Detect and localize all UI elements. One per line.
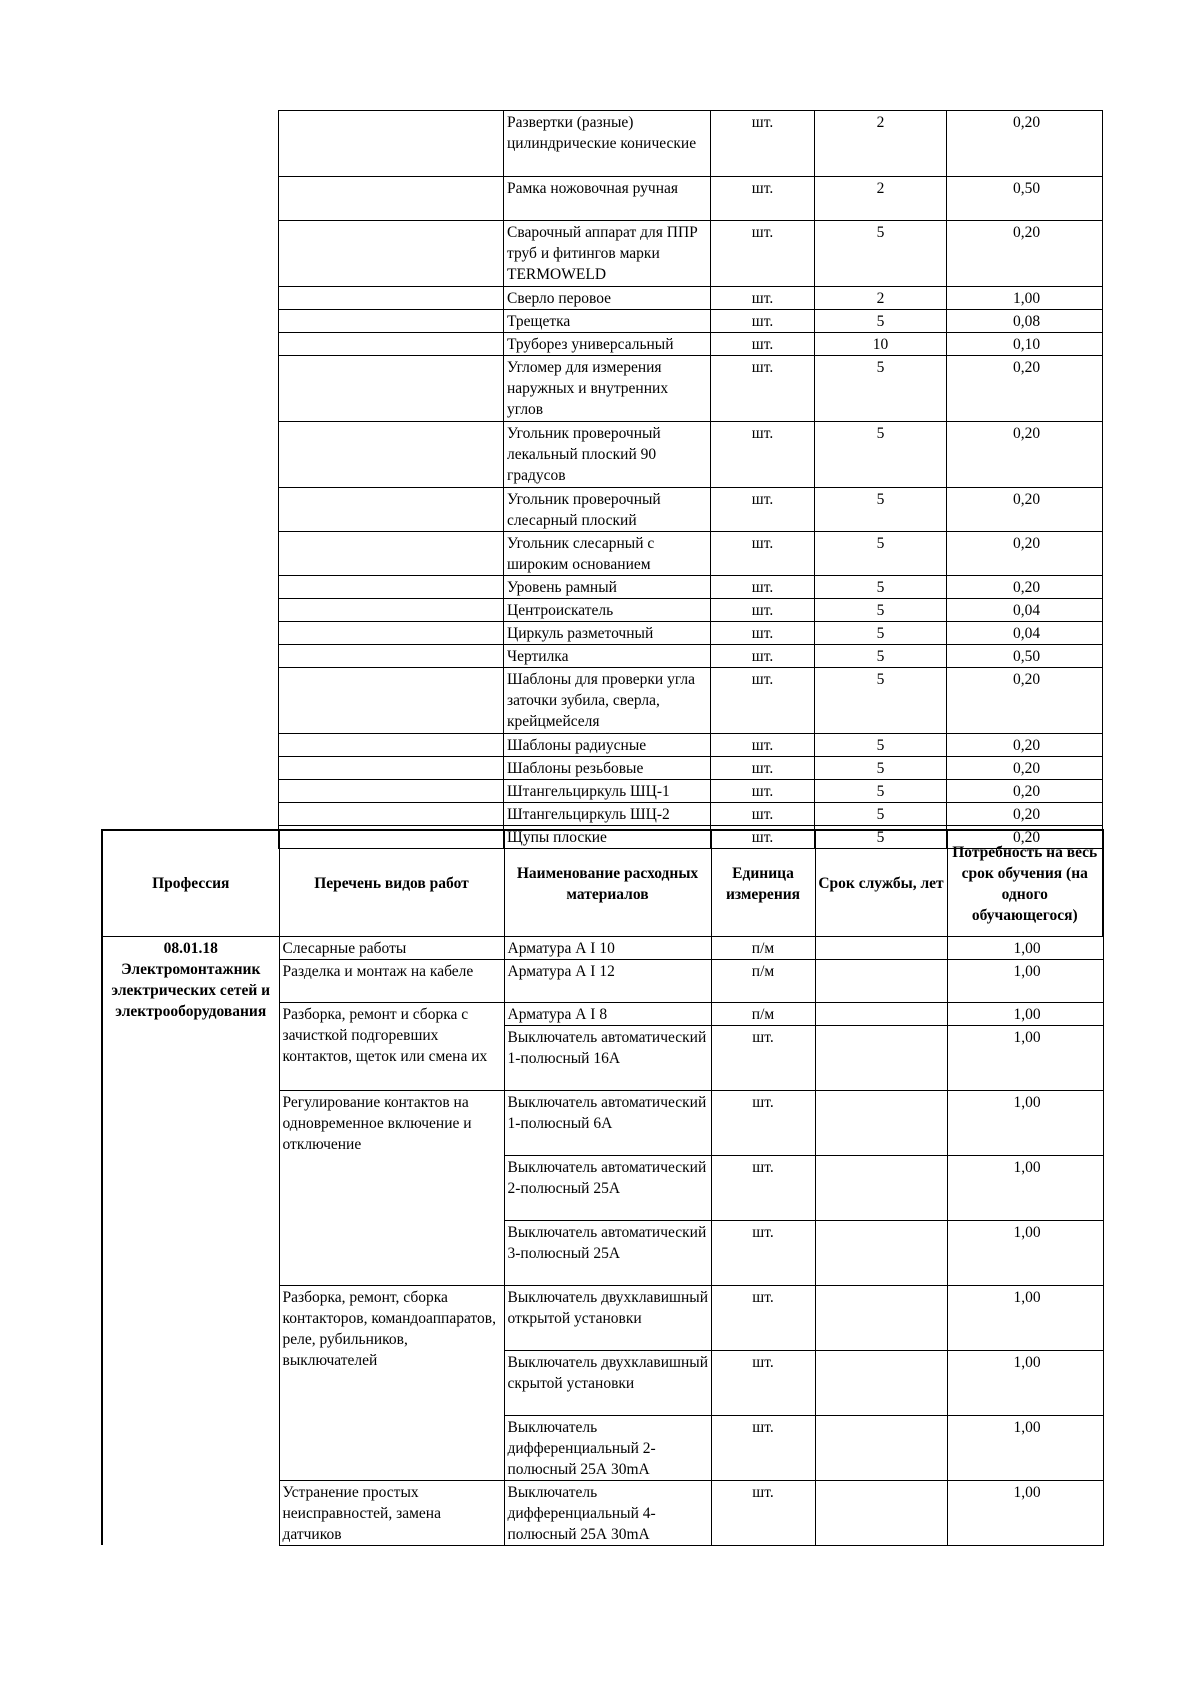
- material-need: 1,00: [947, 1415, 1103, 1480]
- profession-name: Электромонтажник электрических сетей и электрооборудования: [111, 960, 271, 1020]
- table-row: [279, 287, 1103, 310]
- material-life: [815, 1285, 947, 1350]
- tool-need: 0,50: [947, 177, 1103, 221]
- works-cell: [279, 780, 504, 803]
- works-cell: [279, 422, 504, 488]
- header-profession: Профессия: [102, 830, 279, 936]
- tool-unit: шт.: [711, 422, 815, 488]
- materials-header-row: [102, 830, 1103, 936]
- material-need: 1,00: [947, 936, 1103, 959]
- tool-name: Штангельциркуль ШЦ-1: [504, 780, 711, 803]
- tool-unit: шт.: [711, 757, 815, 780]
- tool-name: Штангельциркуль ШЦ-2: [504, 803, 711, 826]
- table-row: [279, 111, 1103, 177]
- works-cell: [279, 310, 504, 333]
- tool-name: Труборез универсальный: [504, 333, 711, 356]
- work-item: Регулирование контактов на одновременное включение и отключение: [279, 1090, 504, 1285]
- tool-need: 0,20: [947, 780, 1103, 803]
- table-row: [279, 780, 1103, 803]
- tool-life: 5: [815, 826, 947, 849]
- tool-name: Шаблоны радиусные: [504, 734, 711, 757]
- table-row: [279, 310, 1103, 333]
- work-item: Разборка, ремонт, сборка контакторов, командоаппаратов, реле, рубильников, выключателей: [279, 1285, 504, 1480]
- tool-life: 2: [815, 177, 947, 221]
- tool-need: 0,20: [947, 111, 1103, 177]
- material-unit: п/м: [711, 959, 815, 1002]
- tool-life: 5: [815, 757, 947, 780]
- tool-name: Угольник проверочный слесарный плоский: [504, 488, 711, 532]
- materials-table: [101, 829, 1104, 1546]
- table-row: [279, 734, 1103, 757]
- tool-life: 5: [815, 645, 947, 668]
- material-unit: шт.: [711, 1220, 815, 1285]
- material-unit: п/м: [711, 1002, 815, 1025]
- material-name: Выключатель автоматический 1-полюсный 6А: [504, 1090, 711, 1155]
- material-need: 1,00: [947, 1285, 1103, 1350]
- works-cell: [279, 622, 504, 645]
- tool-need: 0,50: [947, 645, 1103, 668]
- material-name: Арматура А I 8: [504, 1002, 711, 1025]
- tool-need: 0,20: [947, 221, 1103, 287]
- table-row: [279, 645, 1103, 668]
- material-life: [815, 959, 947, 1002]
- tool-life: 5: [815, 599, 947, 622]
- header-life: Срок службы, лет: [815, 830, 947, 936]
- table-row: [279, 488, 1103, 532]
- table-row: [279, 356, 1103, 422]
- tool-life: 5: [815, 622, 947, 645]
- tool-need: 0,10: [947, 333, 1103, 356]
- material-name: Арматура А I 12: [504, 959, 711, 1002]
- tool-unit: шт.: [711, 221, 815, 287]
- table-row: [279, 599, 1103, 622]
- material-unit: п/м: [711, 936, 815, 959]
- tool-life: 5: [815, 488, 947, 532]
- tool-need: 0,20: [947, 356, 1103, 422]
- material-need: 1,00: [947, 1002, 1103, 1025]
- tool-unit: шт.: [711, 488, 815, 532]
- material-life: [815, 1025, 947, 1090]
- material-name: Выключатель дифференциальный 2-полюсный 25А 30mA: [504, 1415, 711, 1480]
- tool-need: 0,20: [947, 488, 1103, 532]
- tool-name: Угольник слесарный с широким основанием: [504, 532, 711, 576]
- works-cell: [279, 287, 504, 310]
- material-unit: шт.: [711, 1480, 815, 1545]
- tool-life: 5: [815, 668, 947, 734]
- material-name: Выключатель автоматический 2-полюсный 25А: [504, 1155, 711, 1220]
- tool-unit: шт.: [711, 645, 815, 668]
- tool-unit: шт.: [711, 576, 815, 599]
- tool-need: 0,20: [947, 532, 1103, 576]
- material-need: 1,00: [947, 1350, 1103, 1415]
- table-row: [279, 576, 1103, 599]
- tool-name: Циркуль разметочный: [504, 622, 711, 645]
- works-cell: [279, 356, 504, 422]
- material-life: [815, 1155, 947, 1220]
- material-life: [815, 1415, 947, 1480]
- table-row: [279, 422, 1103, 488]
- works-cell: [279, 668, 504, 734]
- material-need: 1,00: [947, 959, 1103, 1002]
- tool-need: 0,20: [947, 668, 1103, 734]
- tool-life: 5: [815, 780, 947, 803]
- material-life: [815, 1350, 947, 1415]
- tool-unit: шт.: [711, 599, 815, 622]
- material-unit: шт.: [711, 1350, 815, 1415]
- material-need: 1,00: [947, 1090, 1103, 1155]
- tool-name: Рамка ножовочная ручная: [504, 177, 711, 221]
- material-name: Выключатель дифференциальный 4-полюсный 25А 30mA: [504, 1480, 711, 1545]
- header-need: Потребность на весь срок обучения (на одного обучающегося): [947, 830, 1103, 936]
- work-item: Разборка, ремонт и сборка с зачисткой подгоревших контактов, щеток или смена их: [279, 1002, 504, 1090]
- tool-need: 0,04: [947, 622, 1103, 645]
- profession-cell: [102, 936, 279, 1545]
- header-works: Перечень видов работ: [279, 830, 504, 936]
- works-cell: [279, 757, 504, 780]
- tool-unit: шт.: [711, 803, 815, 826]
- works-cell: [279, 645, 504, 668]
- tool-unit: шт.: [711, 826, 815, 849]
- table-row: [279, 333, 1103, 356]
- tool-name: Шаблоны резьбовые: [504, 757, 711, 780]
- material-need: 1,00: [947, 1220, 1103, 1285]
- tool-name: Щупы плоские: [504, 826, 711, 849]
- table-row: [279, 177, 1103, 221]
- works-cell: [279, 488, 504, 532]
- material-name: Выключатель автоматический 3-полюсный 25А: [504, 1220, 711, 1285]
- material-unit: шт.: [711, 1155, 815, 1220]
- material-life: [815, 936, 947, 959]
- tool-need: 0,20: [947, 803, 1103, 826]
- works-cell: [279, 599, 504, 622]
- table-row: [279, 803, 1103, 826]
- tool-unit: шт.: [711, 356, 815, 422]
- tool-unit: шт.: [711, 111, 815, 177]
- tool-life: 10: [815, 333, 947, 356]
- works-cell: [279, 333, 504, 356]
- tool-life: 5: [815, 576, 947, 599]
- tool-name: Угольник проверочный лекальный плоский 90 градусов: [504, 422, 711, 488]
- tool-need: 0,20: [947, 576, 1103, 599]
- tool-need: 0,20: [947, 757, 1103, 780]
- work-item: Слесарные работы: [279, 936, 504, 959]
- tool-need: 0,20: [947, 734, 1103, 757]
- tool-life: 5: [815, 356, 947, 422]
- material-life: [815, 1090, 947, 1155]
- material-unit: шт.: [711, 1090, 815, 1155]
- tools-table: [278, 110, 1103, 849]
- material-life: [815, 1480, 947, 1545]
- tool-life: 2: [815, 111, 947, 177]
- tool-name: Угломер для измерения наружных и внутренних углов: [504, 356, 711, 422]
- material-name: Выключатель двухклавишный открытой установки: [504, 1285, 711, 1350]
- tool-name: Трещетка: [504, 310, 711, 333]
- table-row: [279, 532, 1103, 576]
- material-unit: шт.: [711, 1285, 815, 1350]
- tool-name: Шаблоны для проверки угла заточки зубила, сверла, крейцмейселя: [504, 668, 711, 734]
- tool-life: 5: [815, 310, 947, 333]
- tool-name: Уровень рамный: [504, 576, 711, 599]
- tool-unit: шт.: [711, 287, 815, 310]
- table-row: [279, 757, 1103, 780]
- tool-unit: шт.: [711, 622, 815, 645]
- tool-name: Чертилка: [504, 645, 711, 668]
- tool-unit: шт.: [711, 780, 815, 803]
- work-item: Устранение простых неисправностей, замена датчиков: [279, 1480, 504, 1545]
- header-material: Наименование расходных материалов: [504, 830, 711, 936]
- tool-name: Сварочный аппарат для ППР труб и фитингов марки TERMOWELD: [504, 221, 711, 287]
- material-unit: шт.: [711, 1025, 815, 1090]
- works-cell: [279, 532, 504, 576]
- works-cell: [279, 177, 504, 221]
- works-cell: [279, 803, 504, 826]
- table-row: [279, 221, 1103, 287]
- tool-name: Сверло перовое: [504, 287, 711, 310]
- tool-unit: шт.: [711, 177, 815, 221]
- material-name: Выключатель автоматический 1-полюсный 16А: [504, 1025, 711, 1090]
- tool-life: 5: [815, 221, 947, 287]
- tool-need: 1,00: [947, 287, 1103, 310]
- material-life: [815, 1220, 947, 1285]
- works-cell: [279, 221, 504, 287]
- tool-unit: шт.: [711, 333, 815, 356]
- tool-unit: шт.: [711, 532, 815, 576]
- tool-life: 5: [815, 734, 947, 757]
- material-unit: шт.: [711, 1415, 815, 1480]
- tool-life: 5: [815, 803, 947, 826]
- tool-unit: шт.: [711, 310, 815, 333]
- works-cell: [279, 734, 504, 757]
- material-life: [815, 1002, 947, 1025]
- works-cell: [279, 576, 504, 599]
- work-item: Разделка и монтаж на кабеле: [279, 959, 504, 1002]
- material-name: Выключатель двухклавишный скрытой установки: [504, 1350, 711, 1415]
- tool-need: 0,20: [947, 422, 1103, 488]
- tool-name: Развертки (разные) цилиндрические конические: [504, 111, 711, 177]
- table-row: [279, 622, 1103, 645]
- material-name: Арматура А I 10: [504, 936, 711, 959]
- tool-need: 0,04: [947, 599, 1103, 622]
- material-need: 1,00: [947, 1025, 1103, 1090]
- tool-life: 5: [815, 422, 947, 488]
- tool-name: Центроискатель: [504, 599, 711, 622]
- tool-unit: шт.: [711, 734, 815, 757]
- tool-unit: шт.: [711, 668, 815, 734]
- material-need: 1,00: [947, 1480, 1103, 1545]
- works-cell: [279, 111, 504, 177]
- tool-need: 0,20: [947, 826, 1103, 849]
- profession-code: 08.01.18: [163, 939, 218, 957]
- table-row: [279, 668, 1103, 734]
- material-need: 1,00: [947, 1155, 1103, 1220]
- table-row: [102, 936, 1103, 959]
- header-unit: Единица измерения: [711, 830, 815, 936]
- tool-life: 5: [815, 532, 947, 576]
- tool-need: 0,08: [947, 310, 1103, 333]
- tool-life: 2: [815, 287, 947, 310]
